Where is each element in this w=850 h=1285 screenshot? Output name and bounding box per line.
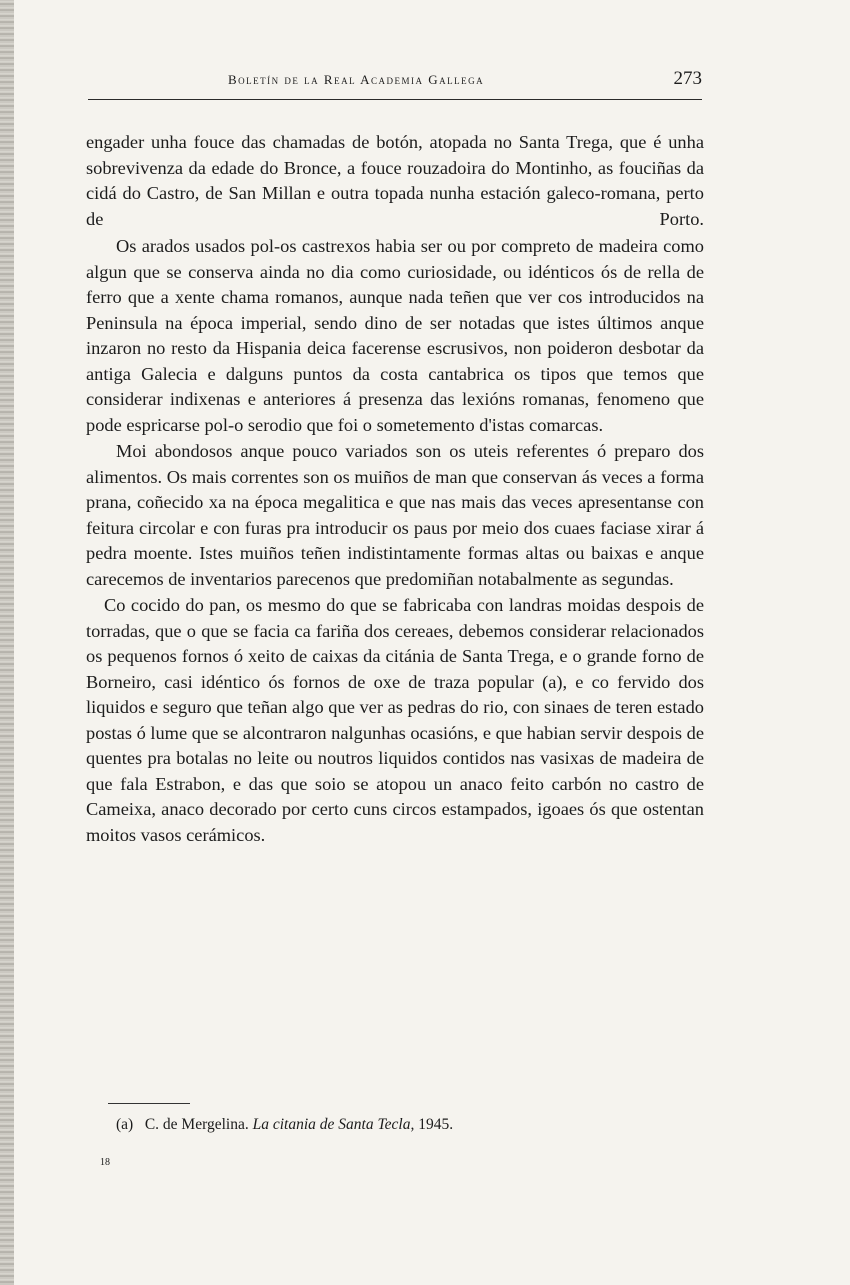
book-binding-edge: [0, 0, 14, 1285]
running-head: Boletín de la Real Academia Gallega: [228, 72, 485, 87]
paragraph-continuation: engader unha fouce das chamadas de botón, atopada no Santa Trega, que é unha sobrevivenza da edade do Bronce, a fouce rouzadoira do Montinho, as fouciñas da cidá do Castro, de San Millan e outra topada nunha estación galeco-romana, perto de Porto.: [86, 132, 704, 229]
page-number: 273: [673, 68, 702, 89]
footnote-title: La citania de Santa Tecla,: [252, 1116, 415, 1133]
header-rule: [88, 99, 702, 100]
page-header: [88, 68, 706, 98]
footnote-rule: [108, 1103, 190, 1104]
paragraph-bread-ovens: Co cocido do pan, os mesmo do que se fabricaba con landras moidas despois de torradas, que o que se facia ca fariña dos cereaes, debemos considerar relacionados os pequenos fornos ó xeito de caixas da citánia de Santa Trega, e o grande forno de Borneiro, casi idéntico ós fornos de oxe de traza popular (a), e co fervido dos liquidos e seguro que teñan algo que ver as pedras do rio, con sinaes de teren estado postas ó lume que se alcontraron nalgunhas ocasións, e que habian servir despois de quentes pra botalas no leite ou noutros liquidos contidos nas vasixas de madeira de que fala Estrabon, e das que soio se atopou un anaco feito carbón no castro de Cameixa, anaco decorado por certo cuns circos estampados, igoaes ós que ostentan moitos vasos cerámicos.: [86, 595, 704, 845]
paragraph-ploughs: Os arados usados pol-os castrexos habia ser ou por compreto de madeira como algun que se conserva ainda no dia como curiosidade, ou idénticos ós de rella de ferro que a xente chama romanos, aunque nada teñen que ver cos introducidos na Peninsula na época imperial, sendo dino de ser notadas que istes últimos anque inzaron no resto da Hispania deica facerense escrusivos, non poideron desbotar da antiga Galecia e dalguns puntos da costa cantabrica os tipos que temos que considerar indixenas e anteriores á presenza das lexións romanas, fenomeno que pode espricarse pol-o serodio que foi o sometemento d'istas comarcas.: [86, 236, 704, 435]
body-text: [86, 130, 704, 848]
footnote: [116, 1116, 453, 1134]
footnote-author: C. de Mergelina.: [144, 1116, 249, 1133]
printer-signature-mark: 18: [100, 1157, 110, 1168]
footnote-marker: (a): [116, 1116, 134, 1133]
paragraph-food-tools: Moi abondosos anque pouco variados son os uteis referentes ó preparo dos alimentos. Os mais correntes son os muiños de man que conservan ás veces a forma prana, coñecido xa na época megalitica e que nas mais das veces apresentanse con feitura circolar e con furas pra introducir os paus por meio dos cuaes faciase xirar á pedra moente. Istes muiños teñen indistintamente formas altas ou baixas e anque carecemos de inventarios parecenos que predomiñan notabalmente as segundas.: [86, 441, 704, 589]
footnote-year: 1945.: [418, 1116, 454, 1133]
